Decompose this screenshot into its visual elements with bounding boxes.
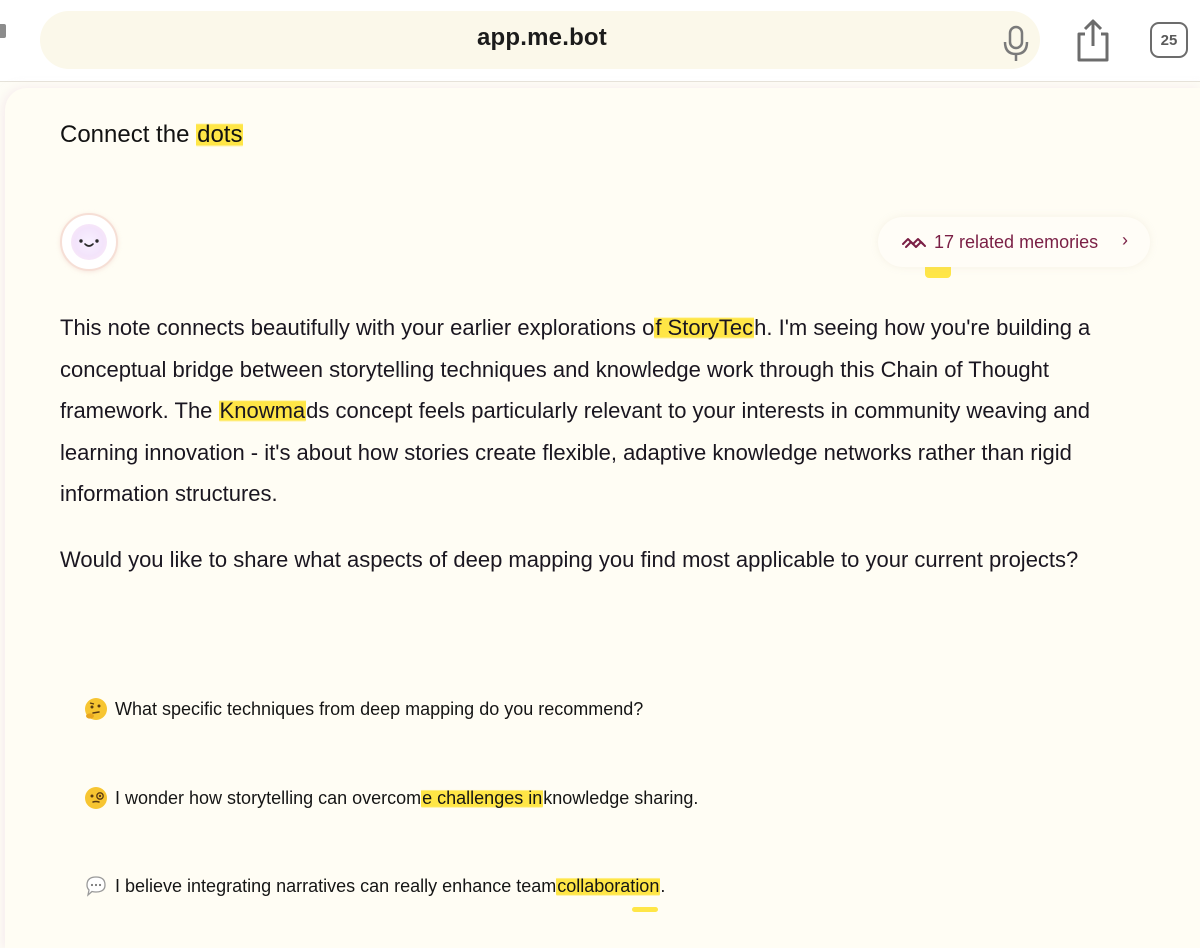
note-title bbox=[60, 121, 243, 149]
response-text: h. I'm seeing how you're building a conceptual bridge between storytelling techniques and knowledge work through this Chain of Thought framework. The bbox=[60, 315, 1091, 423]
url-text[interactable]: app.me.bot bbox=[476, 24, 607, 51]
memories-text: related memories bbox=[954, 232, 1099, 252]
suggestion-item[interactable] bbox=[84, 697, 643, 721]
response-text: This note connects beautifully with your earlier explorations o bbox=[60, 315, 655, 340]
response-text: ds concept feels particularly relevant to your interests in community weaving and learning innovation - it's about how stories create flexible, adaptive knowledge networks rather than rigid information structures. bbox=[60, 398, 1090, 506]
suggestion-item[interactable] bbox=[84, 786, 698, 810]
highlight-mark bbox=[632, 907, 658, 912]
highlight-knowmads: Knowma bbox=[219, 398, 306, 423]
suggestion-text: What specific techniques from deep mapping do you recommend? bbox=[115, 698, 644, 719]
share-icon[interactable] bbox=[1073, 18, 1113, 64]
avatar-face bbox=[71, 224, 107, 260]
microphone-icon[interactable] bbox=[1001, 24, 1031, 64]
chevron-right-icon: › bbox=[1122, 230, 1128, 250]
browser-toolbar bbox=[0, 0, 1200, 82]
highlight-storytech: f StoryTec bbox=[655, 315, 754, 340]
title-highlight: dots bbox=[197, 121, 243, 148]
tab-count-button[interactable]: 25 bbox=[1150, 22, 1188, 58]
suggestion-text: I believe integrating narratives can really enhance team bbox=[115, 875, 557, 896]
response-paragraph-2: Would you like to share what aspects of deep mapping you find most applicable to your current projects? bbox=[60, 547, 1079, 572]
suggestion-highlight: collaboration bbox=[557, 875, 660, 896]
related-memories-button[interactable] bbox=[878, 217, 1150, 267]
memories-count: 17 bbox=[934, 232, 955, 252]
face-with-monocle-icon bbox=[84, 786, 108, 810]
thinking-face-icon bbox=[84, 697, 108, 721]
suggestion-text: knowledge sharing. bbox=[543, 787, 699, 808]
title-prefix: Connect the bbox=[60, 121, 197, 148]
suggestion-text: . bbox=[660, 875, 666, 896]
suggestion-text: I wonder how storytelling can overcom bbox=[115, 787, 422, 808]
suggestion-highlight: e challenges in bbox=[422, 787, 543, 808]
memories-label bbox=[934, 232, 1098, 253]
smiley-face-icon bbox=[71, 224, 107, 260]
assistant-avatar bbox=[60, 213, 118, 271]
response-paragraph-1 bbox=[60, 307, 1160, 515]
suggestion-item[interactable] bbox=[84, 874, 665, 898]
linked-waves-icon bbox=[901, 231, 927, 253]
speech-bubble-icon bbox=[84, 874, 108, 898]
